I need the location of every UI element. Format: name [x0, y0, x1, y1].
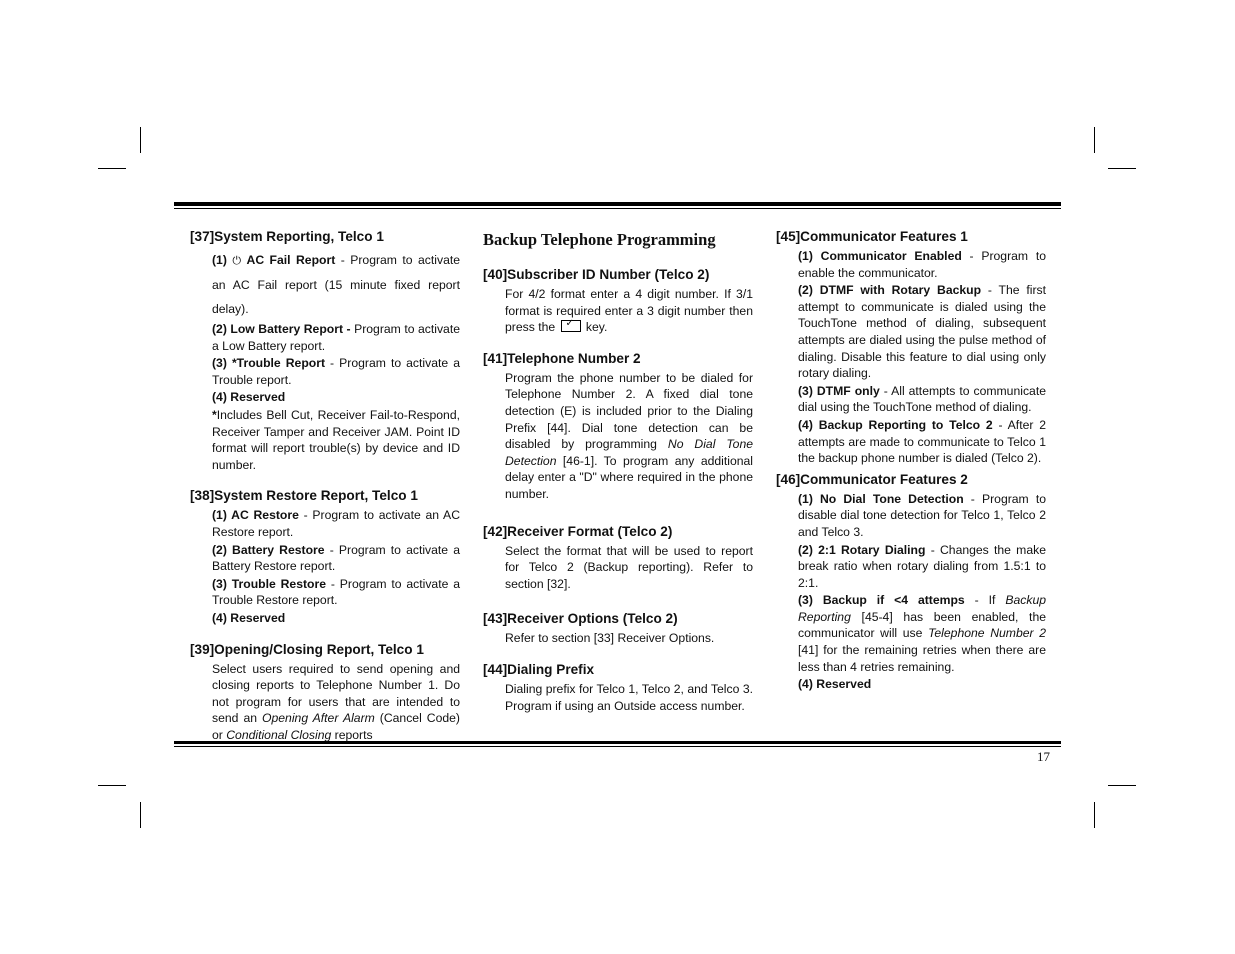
section-39 — [190, 641, 460, 744]
paragraph: Select the format that will be used to report for Telco 2 (Backup reporting). Refer to section [32]. — [505, 543, 753, 591]
option-4: (4) Reserved — [212, 610, 286, 625]
paragraph: For 4/2 format enter a 4 digit number. If 3/1 format is required enter a 3 digit number then press the ✓ key. — [505, 287, 753, 335]
option-3: (3) *Trouble Report - Program to activate a Trouble report. — [212, 356, 460, 387]
footnote: *Includes Bell Cut, Receiver Fail-to-Respond, Receiver Tamper and Receiver JAM. Point ID format will report trouble(s) by device and ID number. — [212, 407, 460, 472]
option-3: (3) Backup if <4 attemps - If Backup Reporting [45-4] has been enabled, the communicator will use Telephone Number 2 [41] for the remaining retries when there are less than 4 retries remaining. — [798, 593, 1046, 674]
section-body — [505, 286, 753, 336]
header-rule-thick — [174, 202, 1061, 206]
header-rule-thin — [174, 208, 1061, 209]
section-body — [505, 543, 753, 593]
option-4: (4) Reserved — [212, 390, 286, 405]
section-43 — [483, 610, 753, 647]
section-body — [212, 507, 460, 626]
crop-mark — [140, 802, 141, 828]
option-1: (1) ⏻ AC Fail Report - Program to activate an AC Fail report (15 minute fixed report delay). — [212, 253, 461, 316]
section-body — [212, 661, 460, 744]
paragraph: Refer to section [33] Receiver Options. — [505, 631, 715, 646]
section-body — [212, 248, 460, 473]
section-38 — [190, 487, 460, 626]
option-4: (4) Reserved — [798, 677, 872, 692]
paragraph: Select users required to send opening and closing reports to Telephone Number 1. Do not program for users that are intended to send an Opening After Alarm (Cancel Code) or Conditional Closing reports — [212, 661, 460, 742]
crop-mark — [1108, 168, 1136, 169]
option-4: (4) Backup Reporting to Telco 2 - After 2 attempts are made to communicate to Telco 1 the backup phone number is dialed (Telco 2). — [798, 417, 1046, 466]
section-heading: [37]System Reporting, Telco 1 — [190, 229, 384, 244]
section-body — [798, 248, 1046, 467]
section-heading: [40]Subscriber ID Number (Telco 2) — [483, 267, 710, 282]
section-44 — [483, 661, 753, 714]
crop-mark — [98, 785, 126, 786]
option-1: (1) Communicator Enabled - Program to enable the communicator. — [798, 249, 1046, 280]
crop-mark — [1094, 127, 1095, 153]
section-37 — [190, 228, 460, 473]
section-body — [505, 630, 753, 647]
section-heading: [39]Opening/Closing Report, Telco 1 — [190, 641, 424, 657]
option-2: (2) Battery Restore - Program to activate a Battery Restore report. — [212, 542, 461, 574]
crop-mark — [1094, 802, 1095, 828]
option-2: (2) 2:1 Rotary Dialing - Changes the make break ratio when rotary dialing from 1.5:1 to 2:1. — [798, 542, 1046, 590]
section-40 — [483, 266, 753, 336]
enter-key-icon: ✓ — [561, 320, 581, 332]
page-title: Backup Telephone Programming — [483, 230, 716, 249]
section-heading: [44]Dialing Prefix — [483, 661, 595, 677]
crop-mark — [140, 127, 141, 153]
section-heading: [45]Communicator Features 1 — [776, 229, 968, 244]
section-heading: [38]System Restore Report, Telco 1 — [190, 488, 418, 504]
column-left — [190, 228, 460, 757]
section-body — [505, 370, 753, 503]
crop-mark — [1108, 785, 1136, 786]
section-heading: [46]Communicator Features 2 — [776, 471, 968, 487]
section-42 — [483, 523, 753, 593]
column-right — [776, 228, 1046, 707]
crop-mark — [98, 168, 126, 169]
option-1: (1) No Dial Tone Detection - Program to disable dial tone detection for Telco 1, Telco 2 and Telco 3. — [798, 491, 1046, 539]
option-1: (1) AC Restore - Program to activate an AC Restore report. — [212, 508, 460, 539]
section-heading: [43]Receiver Options (Telco 2) — [483, 611, 678, 627]
ac-plug-icon: ⏻ — [232, 255, 242, 267]
section-41 — [483, 350, 753, 503]
option-3: (3) DTMF only - All attempts to communicate dial using the TouchTone method of dialing. — [798, 383, 1046, 415]
section-46 — [776, 471, 1046, 693]
section-body — [505, 681, 753, 714]
section-45 — [776, 228, 1046, 467]
section-body — [798, 491, 1046, 693]
section-heading: [42]Receiver Format (Telco 2) — [483, 523, 673, 539]
section-heading: [41]Telephone Number 2 — [483, 350, 641, 366]
option-3: (3) Trouble Restore - Program to activate a Trouble Restore report. — [212, 576, 460, 608]
paragraph: Dialing prefix for Telco 1, Telco 2, and Telco 3. Program if using an Outside access number. — [505, 681, 753, 713]
option-2: (2) Low Battery Report - Program to activate a Low Battery report. — [212, 322, 460, 353]
page-number: 17 — [1037, 749, 1050, 764]
paragraph: Program the phone number to be dialed for Telephone Number 2. A fixed dial tone detection (E) is included prior to the Dialing Prefix [44]. Dial tone detection can be disabled by programming No Dial Tone Detection [46-1]. To program any additional delay enter a "D" where required in the phone number. — [505, 370, 753, 501]
column-middle — [483, 228, 753, 728]
option-2: (2) DTMF with Rotary Backup - The first attempt to communicate is dialed using the TouchTone method of dialing, subsequent attempts are dialed using the pulse method of dialing. Disable this feature to dial using only rotary dialing. — [798, 283, 1046, 381]
